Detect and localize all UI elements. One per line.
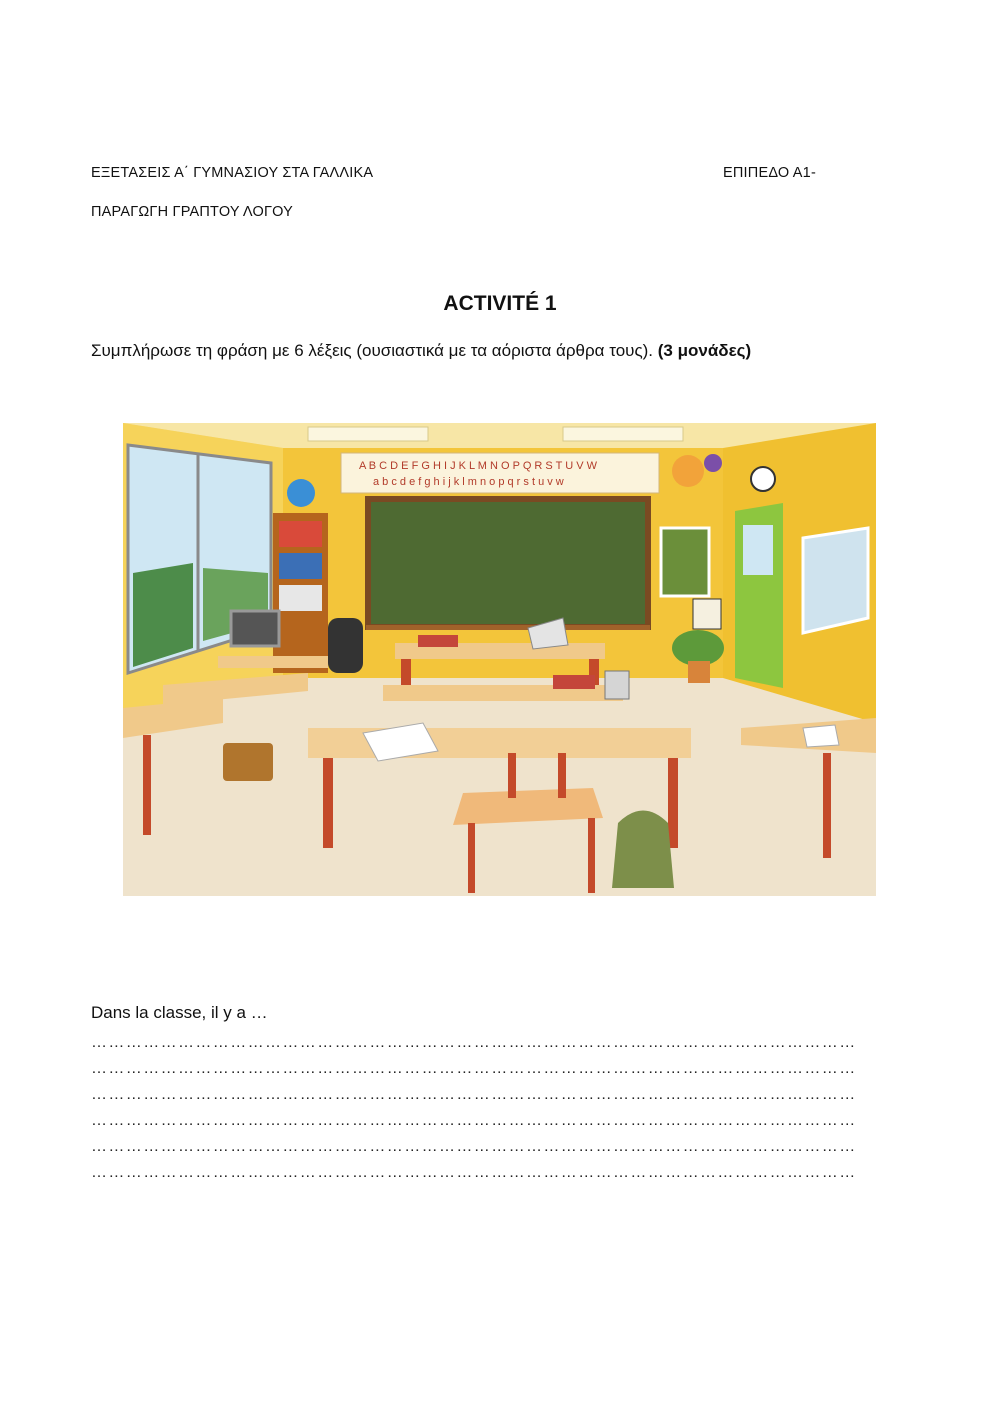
plant (672, 630, 724, 666)
floor (123, 678, 876, 896)
waste-bin (605, 671, 629, 699)
instruction-text: Συμπλήρωσε τη φράση με 6 λέξεις (ουσιαστικά με τα αόριστα άρθρα τους). (91, 341, 654, 360)
answer-line: …………………………………………………………………………………………………………………… (91, 1112, 857, 1129)
answer-line: …………………………………………………………………………………………………………………… (91, 1138, 857, 1155)
clock (751, 467, 775, 491)
points-label: (3 μονάδες) (657, 341, 752, 360)
alphabet-lower: a b c d e f g h i j k l m n o p q r s t u v w (373, 476, 564, 488)
classroom-drawing (123, 423, 876, 896)
chalkboard (368, 499, 648, 627)
section-title: ΠΑΡΑΓΩΓΗ ΓΡΑΠΤΟΥ ΛΟΓΟΥ (91, 204, 294, 220)
globe (287, 479, 315, 507)
answer-line: …………………………………………………………………………………………………………………… (91, 1164, 857, 1181)
computer-monitor (231, 611, 279, 646)
planets-mobile (672, 455, 704, 487)
alphabet-upper: A B C D E F G H I J K L M N O P Q R S T U V W (359, 460, 597, 472)
poster (661, 528, 709, 596)
level-label: ΕΠΙΠΕΔΟ Α1- (723, 165, 816, 181)
backpack (612, 811, 674, 889)
ceiling-light (308, 427, 428, 441)
exam-title: ΕΞΕΤΑΣΕΙΣ Α΄ ΓΥΜΝΑΣΙΟΥ ΣΤΑ ΓΑΛΛΙΚΑ (91, 165, 374, 181)
ceiling-light (563, 427, 683, 441)
answer-lead: Dans la classe, il y a … (91, 1003, 268, 1022)
office-chair (328, 618, 363, 673)
schoolbag (223, 743, 273, 781)
classroom-illustration (123, 423, 876, 896)
answer-line: …………………………………………………………………………………………………………………… (91, 1086, 857, 1103)
activity-instruction (91, 341, 751, 361)
computer-desk (218, 656, 328, 668)
activity-title: ACTIVITÉ 1 (443, 292, 557, 315)
books (553, 675, 595, 689)
answer-line: …………………………………………………………………………………………………………………… (91, 1034, 857, 1051)
answer-line: …………………………………………………………………………………………………………………… (91, 1060, 857, 1077)
wall-map (803, 528, 868, 633)
